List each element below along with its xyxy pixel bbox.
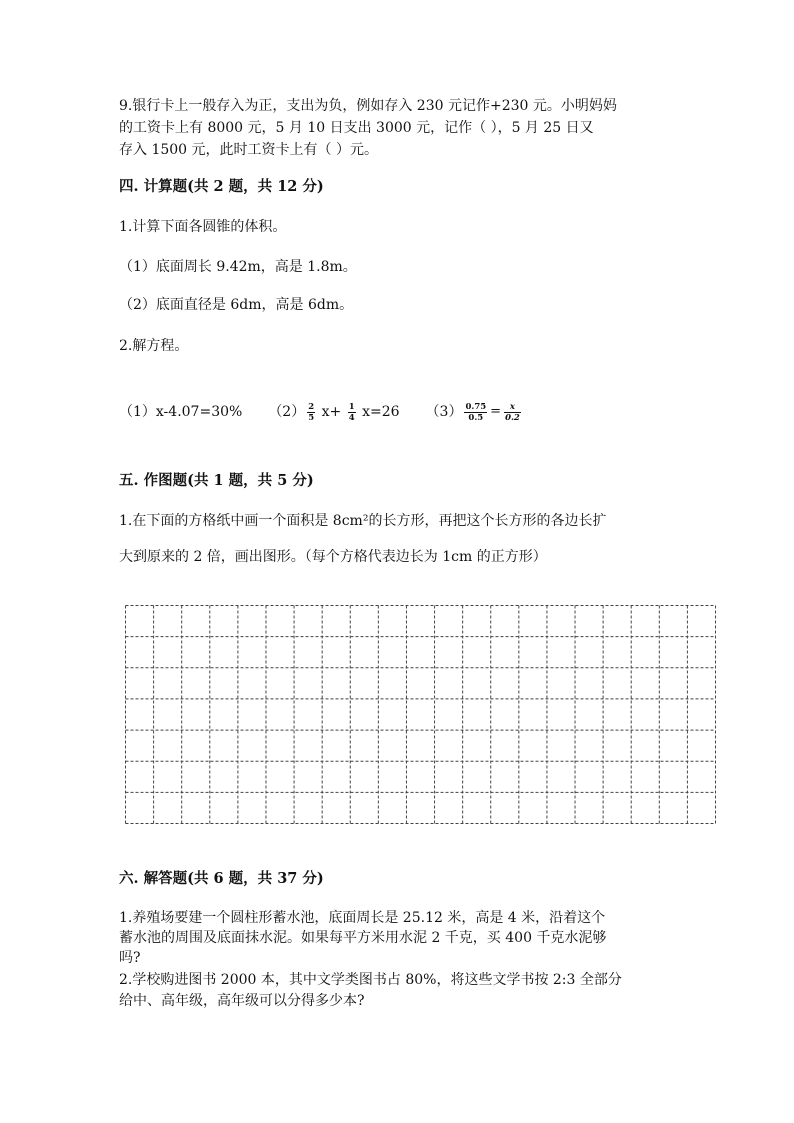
- s4-q1-part1: （1）底面周长 9.42m，高是 1.8m。: [119, 259, 357, 275]
- s6-q2-line-2: 给中、高年级，高年级可以分得多少本?: [119, 993, 365, 1009]
- equation-1: （1）x-4.07=30%: [119, 404, 243, 420]
- equation-3-label: （3）: [425, 404, 463, 420]
- eq2-end: x=26: [362, 404, 400, 420]
- eq2-fraction-2: $\frac{1}{4}$: [348, 401, 355, 423]
- q9-line-1: 9.银行卡上一般存入为正，支出为负，例如存入 230 元记作+230 元。小明妈妈: [119, 98, 617, 114]
- s6-q1-line-2: 蓄水池的周围及底面抹水泥。如果每平方米用水泥 2 千克，买 400 千克水泥够: [119, 930, 607, 946]
- s4-q1-title: 1.计算下面各圆锥的体积。: [119, 219, 287, 235]
- s4-q2-title: 2.解方程。: [119, 338, 189, 354]
- equations-row: [119, 400, 523, 424]
- eq3-fraction-2: $\frac{x}{0.2}$: [505, 401, 520, 423]
- graph-paper-grid[interactable]: [124, 604, 717, 825]
- s6-q1-line-1: 1.养殖场要建一个圆柱形蓄水池，底面周长是 25.12 米，高是 4 米，沿着这个: [119, 910, 606, 926]
- eq3-equals: =: [490, 404, 502, 419]
- section-5-heading: 五. 作图题(共 1 题，共 5 分): [119, 472, 314, 489]
- s5-q1-line-2: 大到原来的 2 倍，画出图形。（每个方格代表边长为 1cm 的正方形）: [119, 549, 547, 565]
- section-6-heading: 六. 解答题(共 6 题，共 37 分): [119, 870, 324, 887]
- s6-q2-line-1: 2.学校购进图书 2000 本，其中文学类图书占 80%，将这些文学书按 2:3 全部分: [119, 972, 622, 988]
- eq3-fraction-1: $\frac{0.75}{0.5}$: [465, 401, 487, 423]
- equation-2-label: （2）: [268, 404, 306, 420]
- eq2-middle: x+: [321, 404, 342, 420]
- eq2-fraction-1: $\frac{2}{5}$: [308, 401, 315, 423]
- section-4-heading: 四. 计算题(共 2 题，共 12 分): [119, 178, 324, 195]
- s4-q1-part2: （2）底面直径是 6dm，高是 6dm。: [119, 297, 354, 313]
- q9-line-2: 的工资卡上有 8000 元，5 月 10 日支出 3000 元，记作（ ），5 月 25 日又: [119, 120, 594, 136]
- s5-q1-line-1: 1.在下面的方格纸中画一个面积是 8cm²的长方形，再把这个长方形的各边长扩: [119, 513, 607, 529]
- q9-line-3: 存入 1500 元，此时工资卡上有（ ）元。: [119, 142, 378, 158]
- s6-q1-line-3: 吗?: [119, 950, 141, 966]
